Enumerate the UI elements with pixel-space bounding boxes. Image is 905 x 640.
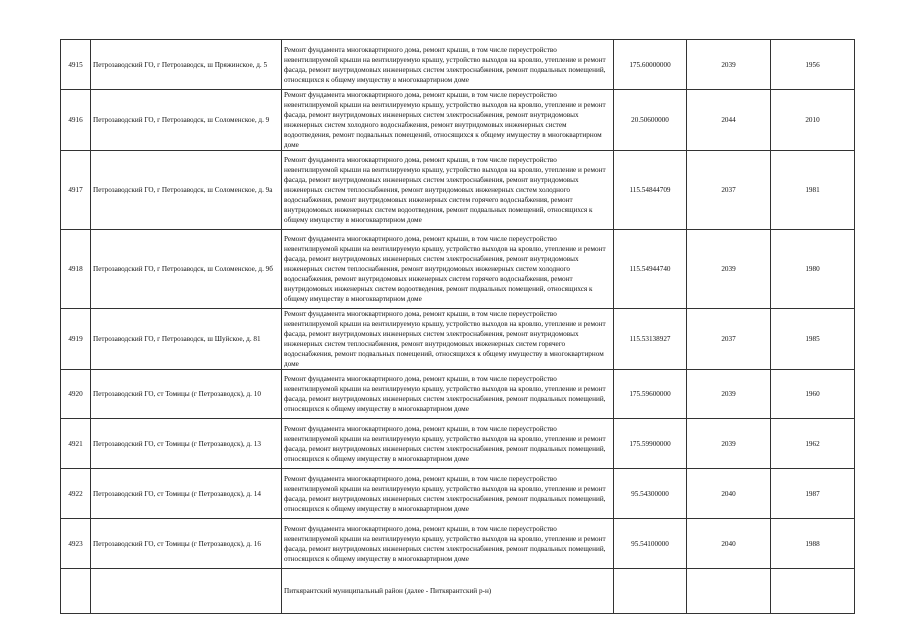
address-cell: Петрозаводский ГО, ст Томицы (г Петрозаводск), д. 13 [91,419,282,469]
empty-cell [771,569,855,614]
planned-year-cell: 2039 [687,40,771,90]
build-year-cell: 2010 [771,90,855,151]
cost-cell: 95.54300000 [614,469,687,519]
table-row [61,309,855,370]
row-number: 4920 [61,370,91,419]
build-year-cell: 1960 [771,370,855,419]
empty-cell [91,569,282,614]
build-year-cell: 1981 [771,151,855,230]
works-cell: Ремонт фундамента многоквартирного дома, ремонт крыши, в том числе переустройство невентилируемой крыши на вентилируемую крышу, устройство выходов на кровлю, утепление и ремонт фасада, ремонт внутридомовых инженерных систем электроснабжения, ремонт подвальных помещений, относящихся к общему имуществу в многоквартирном доме [282,370,614,419]
row-number: 4919 [61,309,91,370]
planned-year-cell: 2039 [687,370,771,419]
address-cell: Петрозаводский ГО, г Петрозаводск, ш Пряжинское, д. 5 [91,40,282,90]
table-row [61,151,855,230]
address-cell: Петрозаводский ГО, ст Томицы (г Петрозаводск), д. 14 [91,469,282,519]
table-row [61,469,855,519]
planned-year-cell: 2040 [687,469,771,519]
table-row [61,40,855,90]
planned-year-cell: 2044 [687,90,771,151]
row-number: 4916 [61,90,91,151]
works-cell: Ремонт фундамента многоквартирного дома, ремонт крыши, в том числе переустройство невентилируемой крыши на вентилируемую крышу, устройство выходов на кровлю, утепление и ремонт фасада, ремонт внутридомовых инженерных систем электроснабжения, ремонт подвальных помещений, относящихся к общему имуществу в многоквартирном доме [282,519,614,569]
planned-year-cell: 2037 [687,151,771,230]
row-number: 4917 [61,151,91,230]
cost-cell: 20.50600000 [614,90,687,151]
row-number: 4915 [61,40,91,90]
section-heading: Питкярантский муниципальный район (далее - Питкярантский р-н) [282,569,614,614]
table-row [61,519,855,569]
build-year-cell: 1956 [771,40,855,90]
planned-year-cell: 2039 [687,230,771,309]
planned-year-cell: 2039 [687,419,771,469]
planned-year-cell: 2040 [687,519,771,569]
planned-year-cell: 2037 [687,309,771,370]
address-cell: Петрозаводский ГО, ст Томицы (г Петрозаводск), д. 16 [91,519,282,569]
empty-cell [614,569,687,614]
build-year-cell: 1980 [771,230,855,309]
empty-cell [61,569,91,614]
table-row [61,419,855,469]
works-cell: Ремонт фундамента многоквартирного дома, ремонт крыши, в том числе переустройство невентилируемой крыши на вентилируемую крышу, устройство выходов на кровлю, утепление и ремонт фасада, ремонт внутридомовых инженерных систем электроснабжения, ремонт внутридомовых инженерных систем холодного водоснабжения, ремонт внутридомовых инженерных систем водоотведения, ремонт подвальных помещений, относящихся к общему имуществу в многоквартирном доме [282,90,614,151]
cost-cell: 115.54844709 [614,151,687,230]
address-cell: Петрозаводский ГО, г Петрозаводск, ш Соломенское, д. 9а [91,151,282,230]
section-row [61,569,855,614]
row-number: 4922 [61,469,91,519]
works-cell: Ремонт фундамента многоквартирного дома, ремонт крыши, в том числе переустройство невентилируемой крыши на вентилируемую крышу, устройство выходов на кровлю, утепление и ремонт фасада, ремонт внутридомовых инженерных систем электроснабжения, ремонт подвальных помещений, относящихся к общему имуществу в многоквартирном доме [282,419,614,469]
cost-cell: 175.59600000 [614,370,687,419]
row-number: 4923 [61,519,91,569]
build-year-cell: 1987 [771,469,855,519]
address-cell: Петрозаводский ГО, г Петрозаводск, ш Соломенское, д. 9 [91,90,282,151]
build-year-cell: 1985 [771,309,855,370]
build-year-cell: 1962 [771,419,855,469]
works-cell: Ремонт фундамента многоквартирного дома, ремонт крыши, в том числе переустройство невентилируемой крыши на вентилируемую крышу, устройство выходов на кровлю, утепление и ремонт фасада, ремонт внутридомовых инженерных систем электроснабжения, ремонт подвальных помещений, относящихся к общему имуществу в многоквартирном доме [282,469,614,519]
empty-cell [687,569,771,614]
address-cell: Петрозаводский ГО, г Петрозаводск, ш Соломенское, д. 9б [91,230,282,309]
works-cell: Ремонт фундамента многоквартирного дома, ремонт крыши, в том числе переустройство невентилируемой крыши на вентилируемую крышу, устройство выходов на кровлю, утепление и ремонт фасада, ремонт внутридомовых инженерных систем электроснабжения, ремонт внутридомовых инженерных систем теплоснабжения, ремонт внутридомовых инженерных систем горячего водоснабжения, ремонт подвальных помещений, относящихся к общему имуществу в многоквартирном доме [282,309,614,370]
table-row [61,370,855,419]
cost-cell: 115.53138927 [614,309,687,370]
row-number: 4921 [61,419,91,469]
cost-cell: 175.59900000 [614,419,687,469]
table-row [61,90,855,151]
register-table [60,39,855,614]
works-cell: Ремонт фундамента многоквартирного дома, ремонт крыши, в том числе переустройство невентилируемой крыши на вентилируемую крышу, устройство выходов на кровлю, утепление и ремонт фасада, ремонт внутридомовых инженерных систем электроснабжения, ремонт внутридомовых инженерных систем теплоснабжения, ремонт внутридомовых инженерных систем холодного водоснабжения, ремонт внутридомовых инженерных систем горячего водоснабжения, ремонт внутридомовых инженерных систем водоотведения, ремонт подвальных помещений, относящихся к общему имуществу в многоквартирном доме [282,151,614,230]
address-cell: Петрозаводский ГО, ст Томицы (г Петрозаводск), д. 10 [91,370,282,419]
works-cell: Ремонт фундамента многоквартирного дома, ремонт крыши, в том числе переустройство невентилируемой крыши на вентилируемую крышу, устройство выходов на кровлю, утепление и ремонт фасада, ремонт внутридомовых инженерных систем электроснабжения, ремонт внутридомовых инженерных систем теплоснабжения, ремонт внутридомовых инженерных систем холодного водоснабжения, ремонт внутридомовых инженерных систем горячего водоснабжения, ремонт внутридомовых инженерных систем водоотведения, ремонт подвальных помещений, относящихся к общему имуществу в многоквартирном доме [282,230,614,309]
cost-cell: 115.54944740 [614,230,687,309]
build-year-cell: 1988 [771,519,855,569]
table-row [61,230,855,309]
address-cell: Петрозаводский ГО, г Петрозаводск, ш Шуйское, д. 81 [91,309,282,370]
row-number: 4918 [61,230,91,309]
works-cell: Ремонт фундамента многоквартирного дома, ремонт крыши, в том числе переустройство невентилируемой крыши на вентилируемую крышу, устройство выходов на кровлю, утепление и ремонт фасада, ремонт внутридомовых инженерных систем электроснабжения, ремонт подвальных помещений, относящихся к общему имуществу в многоквартирном доме [282,40,614,90]
cost-cell: 175.60000000 [614,40,687,90]
cost-cell: 95.54100000 [614,519,687,569]
